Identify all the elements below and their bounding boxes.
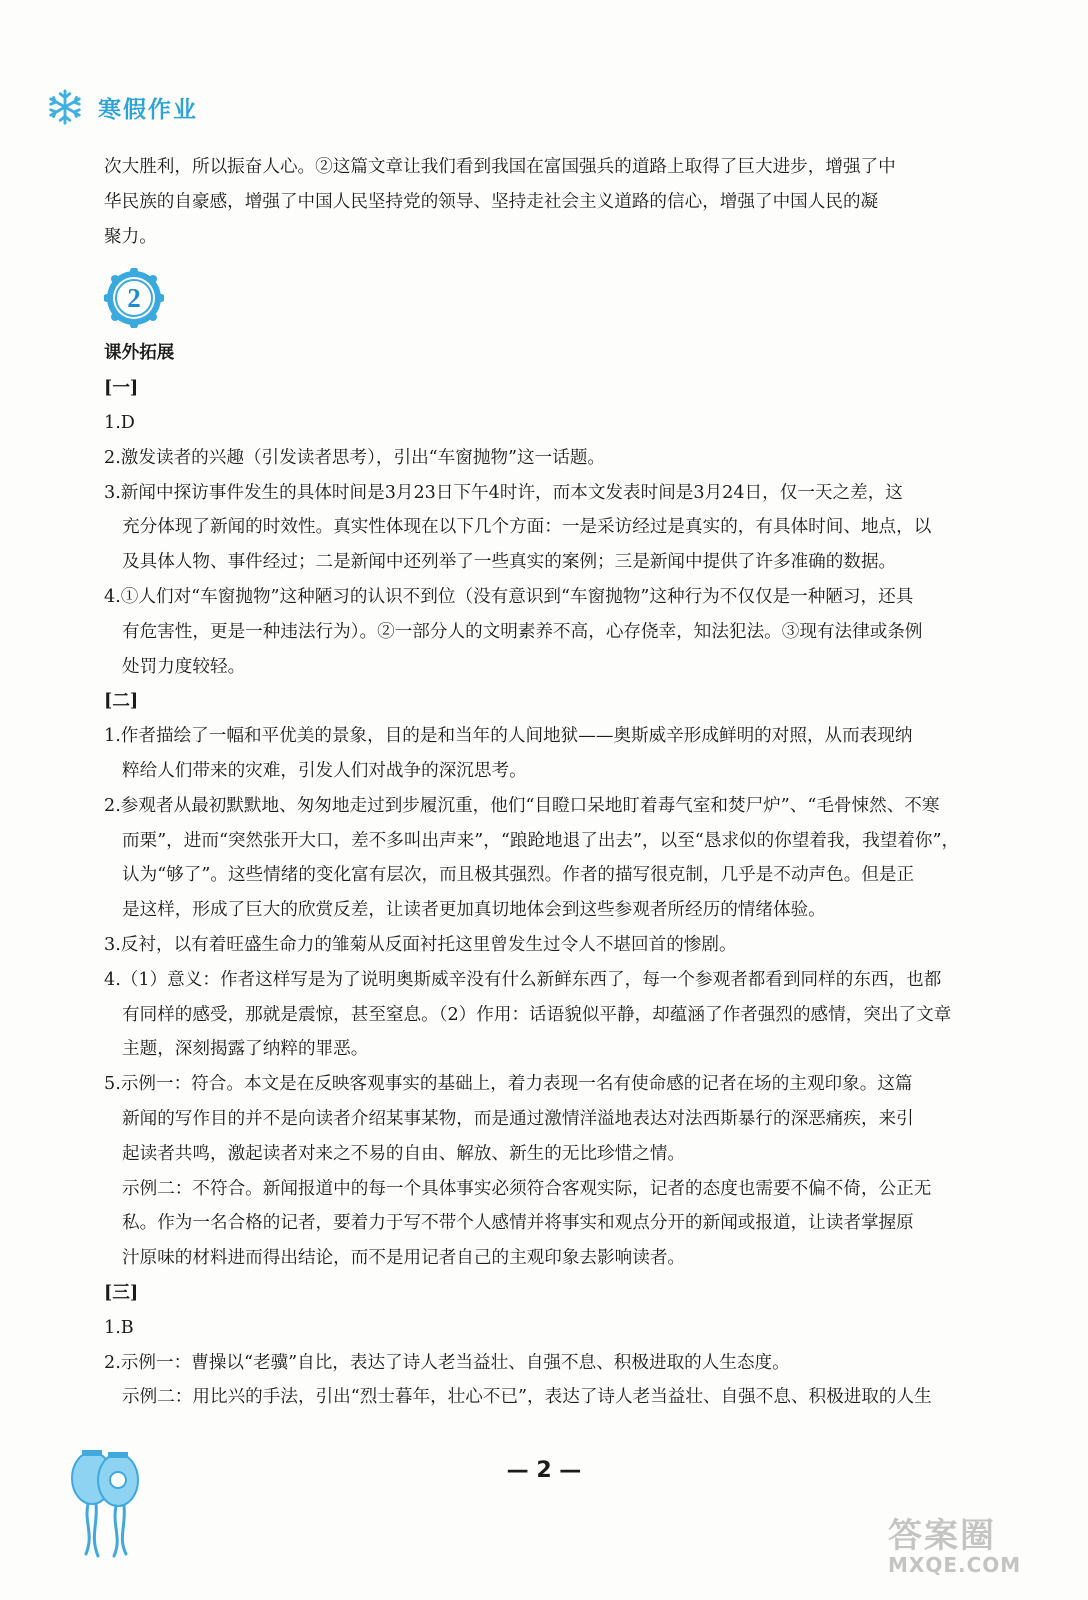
answer-line: 3.反衬，以有着旺盛生命力的雏菊从反面衬托这里曾发生过令人不堪回首的惨剧。 [104, 934, 737, 955]
answer-line: 主题，深刻揭露了纳粹的罪恶。 [122, 1039, 369, 1060]
header-title: 寒假作业 [98, 96, 198, 123]
part-three-answers [104, 1311, 966, 1415]
answer-line: 私。作为一名合格的记者，要着力于写不带个人感情并将事实和观点分开的新闻或报道，让读者掌握原 [122, 1213, 914, 1234]
answer-line: 4.（1）意义：作者这样写是为了说明奥斯威辛没有什么新鲜东西了，每一个参观者都看到同样的东西，也都 [104, 969, 942, 990]
answer-line: 充分体现了新闻的时效性。真实性体现在以下几个方面：一是采访经过是真实的，有具体时间、地点，以 [122, 517, 932, 538]
answer-line: 新闻的写作目的并不是向读者介绍某事某物，而是通过激情洋溢地表达对法西斯暴行的深恶痛疾，来引 [122, 1108, 914, 1129]
answer-line: 2.示例一：曹操以“老骥”自比，表达了诗人老当益壮、自强不息、积极进取的人生态度。 [104, 1352, 790, 1373]
answer-line: 2.激发读者的兴趣（引发读者思考），引出“车窗抛物”这一话题。 [104, 447, 606, 468]
answer-line: 起读者共鸣，激起读者对来之不易的自由、解放、新生的无比珍惜之情。 [122, 1143, 686, 1164]
answer-line: 处罚力度较轻。 [122, 656, 246, 677]
part-two-answers [104, 719, 966, 1276]
text-line: 聚力。 [104, 226, 157, 247]
part-one-answers [104, 406, 966, 684]
part-label: [一] [104, 377, 139, 399]
part-label: [二] [104, 690, 139, 712]
text-line: 华民族的自豪感，增强了中国人民坚持党的领导、坚持走社会主义道路的信心，增强了中国人民的凝 [104, 191, 879, 212]
answer-line: 认为“够了”。这些情绪的变化富有层次，而且极其强烈。作者的描写很克制，几乎是不动声色。但是正 [122, 865, 915, 886]
answer-content [104, 150, 966, 1415]
answer-line: 有同样的感受，那就是震惊，甚至窒息。（2）作用：话语貌似平静，却蕴涵了作者强烈的感情，突出了文章 [122, 1004, 952, 1025]
answer-line: 汁原味的材料进而得出结论，而不是用记者自己的主观印象去影响读者。 [122, 1248, 686, 1269]
answer-line: 粹给人们带来的灾难，引发人们对战争的深沉思考。 [122, 760, 527, 781]
watermark-url: MXQE.COM [888, 1553, 1022, 1577]
answer-line: 3.新闻中探访事件发生的具体时间是3月23日下午4时许，而本文发表时间是3月24日，仅一天之差，这 [104, 482, 903, 503]
answer-line: 示例二：用比兴的手法，引出“烈士暮年，壮心不已”，表达了诗人老当益壮、自强不息、积极进取的人生 [122, 1387, 932, 1408]
answer-line: 4.①人们对“车窗抛物”这种陋习的认识不到位（没有意识到“车窗抛物”这种行为不仅仅是一种陋习，还具 [104, 586, 914, 607]
answer-line: 1.B [104, 1317, 134, 1338]
part-label: [三] [104, 1281, 139, 1303]
watermark [888, 1508, 1068, 1588]
answer-line: 5.示例一：符合。本文是在反映客观事实的基础上，着力表现一名有使命感的记者在场的主观印象。这篇 [104, 1074, 913, 1095]
answer-line: 1.作者描绘了一幅和平优美的景象，目的是和当年的人间地狱——奥斯威辛形成鲜明的对照，从而表现纳 [104, 726, 913, 747]
snowflake-icon [46, 88, 84, 126]
answer-line: 及具体人物、事件经过；二是新闻中还列举了一些真实的案例；三是新闻中提供了许多准确的数据。 [122, 552, 897, 573]
badge-number: 2 [127, 283, 141, 314]
page-number: — 2 — [506, 1458, 582, 1483]
answer-line: 2.参观者从最初默默地、匆匆地走过到步履沉重，他们“目瞪口呆地盯着毒气室和焚尸炉”、“毛骨悚然、不寒 [104, 795, 940, 816]
page-header [46, 88, 198, 126]
answer-line: 而栗”，进而“突然张开大口，差不多叫出声来”，“踉跄地退了出去”，以至“恳求似的你望着我，我望着你”， [122, 830, 960, 851]
answer-line: 是这样，形成了巨大的欣赏反差，让读者更加真切地体会到这些参观者所经历的情绪体验。 [122, 900, 826, 921]
intro-paragraph [104, 150, 966, 254]
text-line: 次大胜利，所以振奋人心。②这篇文章让我们看到我国在富国强兵的道路上取得了巨大进步，增强了中 [104, 157, 896, 177]
answer-line: 有危害性，更是一种违法行为）。②一部分人的文明素养不高，心存侥幸，知法犯法。③现有法律或条例 [122, 621, 923, 642]
answer-line: 示例二：不符合。新闻报道中的每一个具体事实必须符合客观实际，记者的态度也需要不偏不倚，公正无 [122, 1178, 932, 1199]
section-number-badge [104, 268, 164, 328]
watermark-logo-text: 答案圈 [888, 1516, 996, 1556]
answer-line: 1.D [104, 412, 135, 433]
section-title: 课外拓展 [104, 342, 175, 364]
